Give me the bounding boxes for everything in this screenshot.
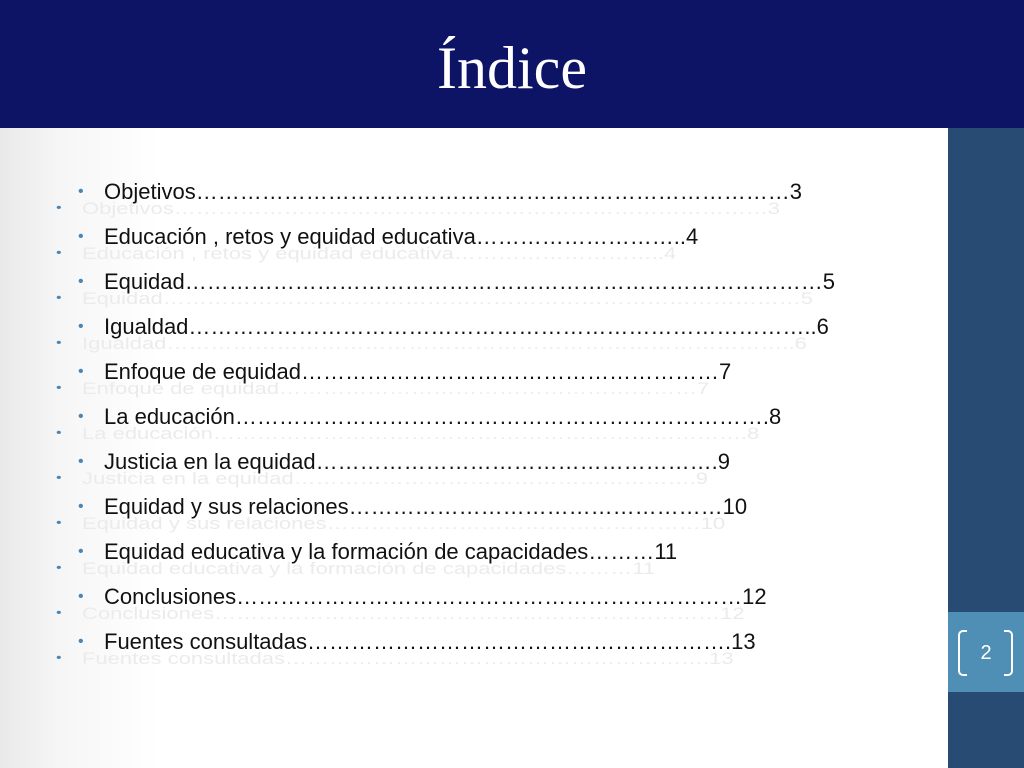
toc-item-text: Educación , retos y equidad educativa……………………….. xyxy=(104,224,687,249)
toc-item-page: 9 xyxy=(717,449,730,474)
bullet-icon: • xyxy=(78,228,84,245)
toc-item-reflection-page: 12 xyxy=(720,603,745,623)
toc-item-line xyxy=(78,620,938,664)
toc-item xyxy=(56,530,938,578)
toc-item xyxy=(56,260,938,308)
bullet-icon: • xyxy=(56,381,62,395)
toc-item-reflection-page: 10 xyxy=(700,513,726,533)
toc-item-reflection-text: Igualdad………………………………………………………………………….. xyxy=(82,333,795,353)
toc-item-page: 7 xyxy=(718,359,732,384)
bullet-icon: • xyxy=(56,606,62,620)
toc-item-reflection-text: Equidad y sus relaciones…………………………………………… xyxy=(82,513,701,533)
toc-item-line xyxy=(78,395,938,439)
toc-item-line xyxy=(78,350,938,394)
toc-item-text: Fuentes consultadas…………………………………………………. xyxy=(104,629,732,654)
toc-item-text: Equidad y sus relaciones…………………………………………… xyxy=(104,494,723,519)
toc-item-reflection-page: 4 xyxy=(664,243,677,263)
toc-item-line xyxy=(78,305,938,349)
toc-item-text: Justicia en la equidad………………………………………………. xyxy=(104,449,718,474)
bullet-icon: • xyxy=(78,183,84,200)
toc-item xyxy=(56,395,938,443)
toc-item xyxy=(56,215,938,263)
bullet-icon: • xyxy=(56,651,62,665)
toc-item-line xyxy=(78,485,938,529)
toc-item-reflection-page: 11 xyxy=(632,558,656,578)
toc-item-text: Conclusiones…………………………………………………………… xyxy=(104,584,743,609)
toc-item-reflection-page: 3 xyxy=(767,198,780,218)
bullet-icon: • xyxy=(78,408,84,425)
toc-item-reflection-text: Enfoque de equidad………………………………………………… xyxy=(82,378,697,398)
toc-item-text: Equidad…………………………………………………………………………… xyxy=(104,269,823,294)
toc-item xyxy=(56,305,938,353)
bullet-icon: • xyxy=(78,633,84,650)
slide-title: Índice xyxy=(437,35,587,101)
toc-item xyxy=(56,575,938,623)
bullet-icon: • xyxy=(56,246,62,260)
toc-item-page: 6 xyxy=(816,314,829,339)
bullet-icon: • xyxy=(56,561,62,575)
toc-item-line xyxy=(78,530,938,574)
toc-item-reflection-page: 13 xyxy=(709,648,734,668)
toc-item-reflection-text: Educación , retos y equidad educativa……………………….. xyxy=(82,243,665,263)
toc-item-reflection-page: 8 xyxy=(747,423,760,443)
toc-item-reflection-text: Fuentes consultadas…………………………………………………. xyxy=(82,648,710,668)
toc-item-reflection-text: Objetivos……………………………………………………………………… xyxy=(82,198,768,218)
bullet-icon: • xyxy=(78,318,84,335)
toc-item xyxy=(56,620,938,668)
bullet-icon: • xyxy=(56,516,62,530)
page-number-box xyxy=(948,612,1024,692)
toc-item-line xyxy=(78,260,938,304)
toc-item-reflection-page: 7 xyxy=(696,378,710,398)
bullet-icon: • xyxy=(78,543,84,560)
toc-item-page: 13 xyxy=(731,629,756,654)
toc-item-page: 10 xyxy=(722,494,748,519)
toc-item-text: Enfoque de equidad………………………………………………… xyxy=(104,359,719,384)
toc-item-reflection-text: Equidad…………………………………………………………………………… xyxy=(82,288,801,308)
toc-item-reflection-text: Conclusiones…………………………………………………………… xyxy=(82,603,721,623)
page-number: 2 xyxy=(980,642,992,664)
toc-item-text: Equidad educativa y la formación de capacidades……… xyxy=(104,539,655,564)
bullet-icon: • xyxy=(78,273,84,290)
toc-item-line xyxy=(78,575,938,619)
toc-item-text: Igualdad………………………………………………………………………….. xyxy=(104,314,817,339)
toc-item-reflection-text: Justicia en la equidad………………………………………………. xyxy=(82,468,696,488)
bullet-icon: • xyxy=(78,498,84,515)
bullet-icon: • xyxy=(56,426,62,440)
bullet-icon: • xyxy=(78,453,84,470)
toc-item-line xyxy=(78,170,938,214)
toc-item-page: 3 xyxy=(789,179,802,204)
bullet-icon: • xyxy=(56,336,62,350)
toc-item xyxy=(56,170,938,218)
toc-item-line xyxy=(78,440,938,484)
toc-item-reflection-page: 9 xyxy=(695,468,708,488)
toc-item-page: 4 xyxy=(686,224,699,249)
toc-item-page: 12 xyxy=(742,584,767,609)
bullet-icon: • xyxy=(56,471,62,485)
toc-item-reflection-page: 5 xyxy=(800,288,813,308)
toc-item xyxy=(56,485,938,533)
bullet-icon: • xyxy=(78,363,84,380)
toc-item-page: 8 xyxy=(769,404,782,429)
right-bracket-icon xyxy=(1004,630,1013,676)
toc-item-reflection-text: Equidad educativa y la formación de capacidades……… xyxy=(82,558,633,578)
toc-item xyxy=(56,440,938,488)
title-bar xyxy=(0,0,1024,128)
toc-item-text: Objetivos……………………………………………………………………… xyxy=(104,179,790,204)
toc-item-page: 5 xyxy=(822,269,835,294)
toc-item xyxy=(56,350,938,398)
toc-item-page: 11 xyxy=(654,539,678,564)
toc-item-line xyxy=(78,215,938,259)
bullet-icon: • xyxy=(56,291,62,305)
toc-item-reflection-page: 6 xyxy=(794,333,807,353)
toc-item-text: La educación………………………………………………………………. xyxy=(104,404,769,429)
toc-item-reflection-text: La educación………………………………………………………………. xyxy=(82,423,747,443)
toc-list xyxy=(56,170,938,668)
bullet-icon: • xyxy=(56,201,62,215)
bullet-icon: • xyxy=(78,588,84,605)
